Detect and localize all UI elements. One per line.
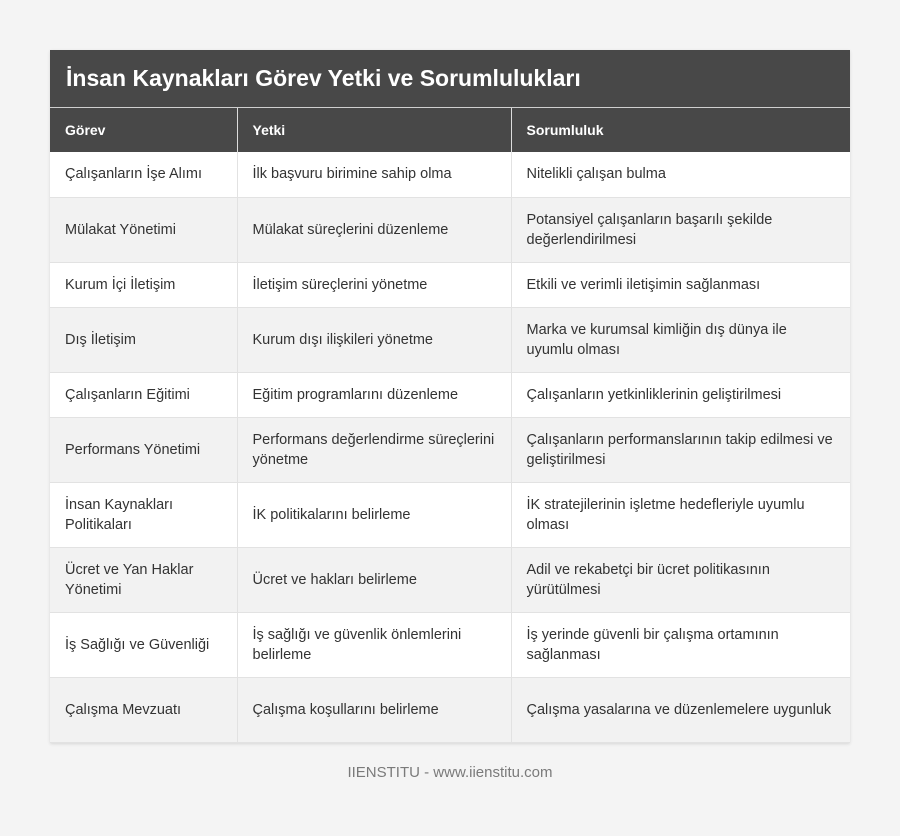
cell-gorev: Çalışanların İşe Alımı [50, 152, 237, 197]
table-row [50, 307, 850, 372]
cell-sorumluluk: İK stratejilerinin işletme hedefleriyle uyumlu olması [511, 482, 850, 547]
cell-sorumluluk: Adil ve rekabetçi bir ücret politikasının yürütülmesi [511, 547, 850, 612]
cell-gorev: İnsan Kaynakları Politikaları [50, 482, 237, 547]
cell-gorev: Ücret ve Yan Haklar Yönetimi [50, 547, 237, 612]
table-card [50, 50, 850, 743]
table-row [50, 197, 850, 262]
column-header-sorumluluk: Sorumluluk [511, 108, 850, 152]
cell-sorumluluk: Çalışma yasalarına ve düzenlemelere uygunluk [511, 677, 850, 742]
column-header-gorev: Görev [50, 108, 237, 152]
cell-yetki: Performans değerlendirme süreçlerini yönetme [237, 417, 511, 482]
table-row [50, 372, 850, 417]
cell-gorev: Çalışanların Eğitimi [50, 372, 237, 417]
footer-credit: IIENSTITU - www.iienstitu.com [347, 764, 553, 781]
table-row [50, 482, 850, 547]
cell-yetki: İş sağlığı ve güvenlik önlemlerini belirleme [237, 612, 511, 677]
cell-gorev: Çalışma Mevzuatı [50, 677, 237, 742]
table-row [50, 612, 850, 677]
cell-sorumluluk: Potansiyel çalışanların başarılı şekilde değerlendirilmesi [511, 197, 850, 262]
cell-gorev: Dış İletişim [50, 307, 237, 372]
cell-gorev: Performans Yönetimi [50, 417, 237, 482]
cell-sorumluluk: Nitelikli çalışan bulma [511, 152, 850, 197]
table-row [50, 417, 850, 482]
cell-yetki: Kurum dışı ilişkileri yönetme [237, 307, 511, 372]
table-row [50, 547, 850, 612]
cell-gorev: Kurum İçi İletişim [50, 262, 237, 307]
cell-yetki: Eğitim programlarını düzenleme [237, 372, 511, 417]
cell-sorumluluk: Etkili ve verimli iletişimin sağlanması [511, 262, 850, 307]
responsibilities-table [50, 108, 850, 743]
cell-yetki: İletişim süreçlerini yönetme [237, 262, 511, 307]
cell-sorumluluk: Çalışanların yetkinliklerinin geliştirilmesi [511, 372, 850, 417]
table-row [50, 677, 850, 742]
table-row [50, 262, 850, 307]
header-row [50, 108, 850, 152]
table-row [50, 152, 850, 197]
cell-gorev: İş Sağlığı ve Güvenliği [50, 612, 237, 677]
cell-sorumluluk: Çalışanların performanslarının takip edilmesi ve geliştirilmesi [511, 417, 850, 482]
cell-sorumluluk: İş yerinde güvenli bir çalışma ortamının sağlanması [511, 612, 850, 677]
column-header-yetki: Yetki [237, 108, 511, 152]
cell-yetki: İlk başvuru birimine sahip olma [237, 152, 511, 197]
table-title: İnsan Kaynakları Görev Yetki ve Sorumlulukları [50, 50, 850, 108]
cell-yetki: Ücret ve hakları belirleme [237, 547, 511, 612]
cell-yetki: Çalışma koşullarını belirleme [237, 677, 511, 742]
cell-sorumluluk: Marka ve kurumsal kimliğin dış dünya ile uyumlu olması [511, 307, 850, 372]
cell-gorev: Mülakat Yönetimi [50, 197, 237, 262]
cell-yetki: İK politikalarını belirleme [237, 482, 511, 547]
cell-yetki: Mülakat süreçlerini düzenleme [237, 197, 511, 262]
